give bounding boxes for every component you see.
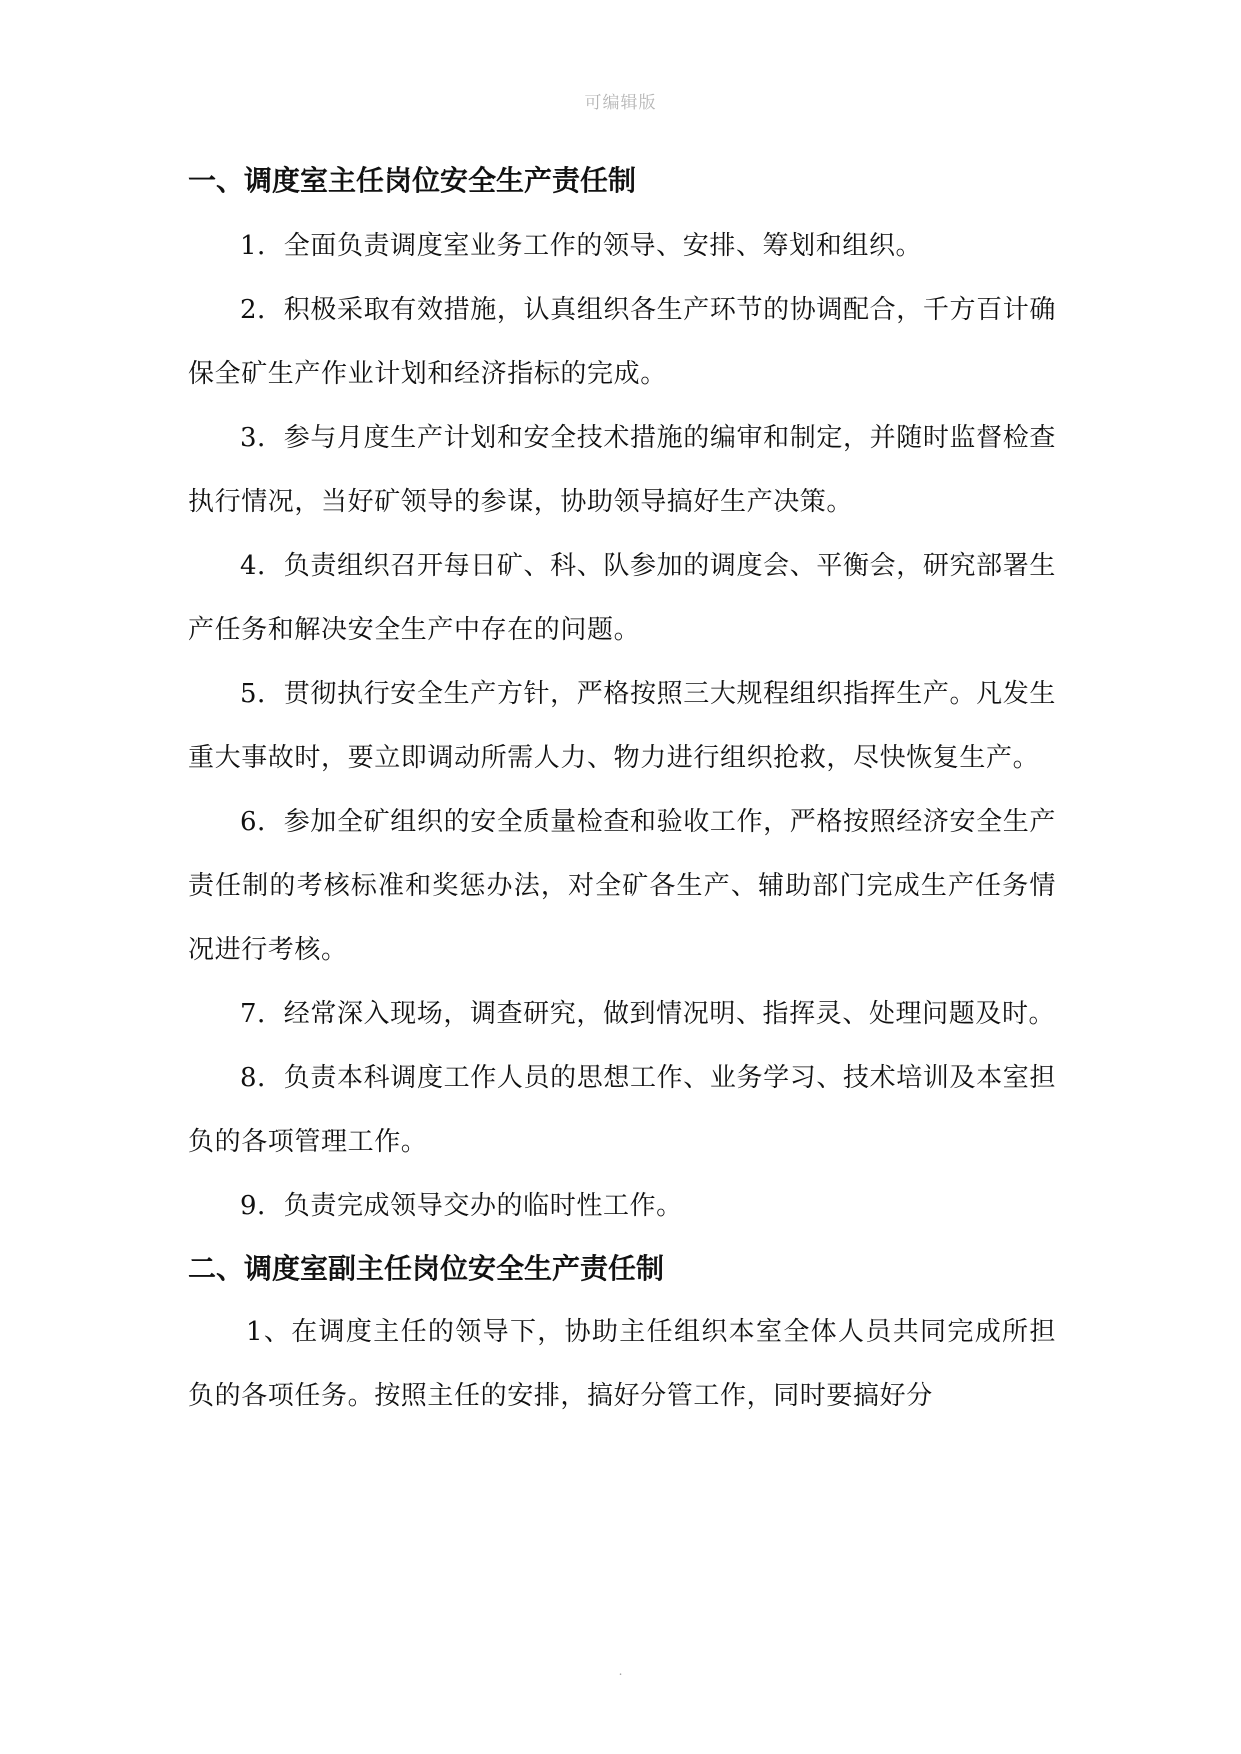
- section-1-item-5: 5．贯彻执行安全生产方针，严格按照三大规程组织指挥生产。凡发生重大事故时，要立即调动所需人力、物力进行组织抢救，尽快恢复生产。: [188, 679, 1056, 773]
- section-1-item-8: 8．负责本科调度工作人员的思想工作、业务学习、技术培训及本室担负的各项管理工作。: [188, 1063, 1056, 1157]
- section-1-item-7: 7．经常深入现场，调查研究，做到情况明、指挥灵、处理问题及时。: [240, 999, 1056, 1029]
- section-1-item-4: 4．负责组织召开每日矿、科、队参加的调度会、平衡会，研究部署生产任务和解决安全生产中存在的问题。: [188, 551, 1056, 645]
- page-footer-mark: .: [618, 1664, 623, 1678]
- section-1-item-9: 9．负责完成领导交办的临时性工作。: [240, 1191, 683, 1221]
- section-2-title: 二、调度室副主任岗位安全生产责任制: [188, 1252, 665, 1285]
- page-header: 可编辑版: [584, 93, 657, 113]
- section-1-item-3: 3．参与月度生产计划和安全技术措施的编审和制定，并随时监督检查执行情况，当好矿领导的参谋，协助领导搞好生产决策。: [188, 423, 1056, 517]
- section-1-item-6: 6．参加全矿组织的安全质量检查和验收工作，严格按照经济安全生产责任制的考核标准和奖惩办法，对全矿各生产、辅助部门完成生产任务情况进行考核。: [188, 807, 1056, 965]
- section-2-item-1: 1、在调度主任的领导下，协助主任组织本室全体人员共同完成所担负的各项任务。按照主任的安排，搞好分管工作，同时要搞好分: [188, 1317, 1056, 1411]
- section-1-item-1: 1．全面负责调度室业务工作的领导、安排、筹划和组织。: [240, 231, 923, 261]
- section-1-title: 一、调度室主任岗位安全生产责任制: [188, 164, 637, 197]
- section-1-item-2: 2．积极采取有效措施，认真组织各生产环节的协调配合，千方百计确保全矿生产作业计划和经济指标的完成。: [188, 295, 1056, 389]
- document-body: [188, 150, 1056, 1428]
